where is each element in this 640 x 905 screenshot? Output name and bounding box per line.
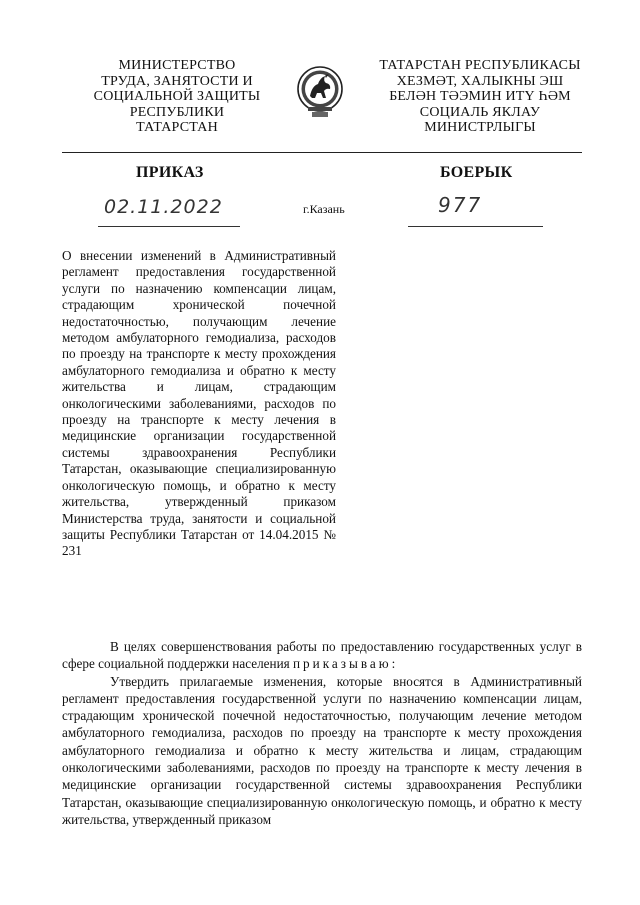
order-word: приказываю: — [293, 656, 399, 672]
ministry-name-line: СОЦИАЛЬНОЙ ЗАЩИТЫ — [93, 89, 261, 104]
preamble-text: В целях совершенствования работы по предоставлению государственных услуг в сфере социальной поддержки населения — [62, 639, 582, 672]
ministry-name-russian — [72, 58, 282, 136]
ministry-name-line: ТАТАРСТАН — [136, 120, 218, 135]
ministry-name-line: ТАТАРСТАН РЕСПУБЛИКАСЫ — [379, 58, 581, 73]
ministry-name-tatar — [370, 58, 590, 136]
ministry-name-line: СОЦИАЛЬ ЯКЛАУ — [419, 104, 541, 120]
doc-kind-tatar: БОЕРЫК — [440, 164, 513, 181]
ministry-name-line: ТРУДА, ЗАНЯТОСТИ И — [101, 73, 253, 89]
subject-text: О внесении изменений в Административный регламент предоставления государственной услуги по назначению компенсации лицам, страдающим хронической почечной недостаточностью, получающим лечение методом амбулаторного гемодиализа, расходов по проезду на транспорте к месту прохождения амбулаторного гемодиализа и обратно к месту жительства и лицам, страдающим онкологическими заболеваниями, расходов по проезду на транспорте к месту лечения в медицинские организации государственной системы здравоохранения Республики Татарстан, оказывающие специализированную онкологическую помощь, и обратно к месту жительства, утвержденный приказом Министерства труда, занятости и социальной защиты Республики Татарстан от 14.04.2015 № 231 — [62, 248, 336, 559]
header-divider — [62, 152, 582, 153]
document-subject — [62, 248, 336, 560]
document-city: г.Казань — [303, 202, 345, 216]
document-body — [62, 638, 582, 828]
document-number: 977 — [438, 193, 483, 217]
ministry-name-line: РЕСПУБЛИКИ — [129, 104, 225, 120]
coat-of-arms-tatarstan-icon — [296, 62, 344, 122]
ministry-name-line: МИНИСТРЛЫГЫ — [424, 120, 536, 135]
body-paragraph — [62, 638, 582, 673]
ministry-name-line: БЕЛӘН ТӘЭМИН ИТҮ ҺӘМ — [389, 89, 571, 104]
body-paragraph: Утвердить прилагаемые изменения, которые вносятся в Административный регламент предоставления государственной услуги по назначению компенсации лицам, страдающим хронической почечной недостаточностью, получающим лечение методом амбулаторного гемодиализа, расходов по проезду на транспорте к месту прохождения амбулаторного гемодиализа и обратно к месту жительства и лицам, страдающим онкологическими заболеваниями, расходов по проезду на транспорте к месту лечения в медицинские организации государственной системы здравоохранения Республики Татарстан, оказывающие специализированную онкологическую помощь, и обратно к месту жительства, утвержденный приказом — [62, 673, 582, 827]
document-date: 02.11.2022 — [104, 196, 223, 218]
ministry-name-line: ХЕЗМӘТ, ХАЛЫКНЫ ЭШ — [396, 73, 564, 89]
ministry-name-line: МИНИСТЕРСТВО — [118, 58, 236, 73]
doc-kind-russian: ПРИКАЗ — [136, 164, 204, 181]
